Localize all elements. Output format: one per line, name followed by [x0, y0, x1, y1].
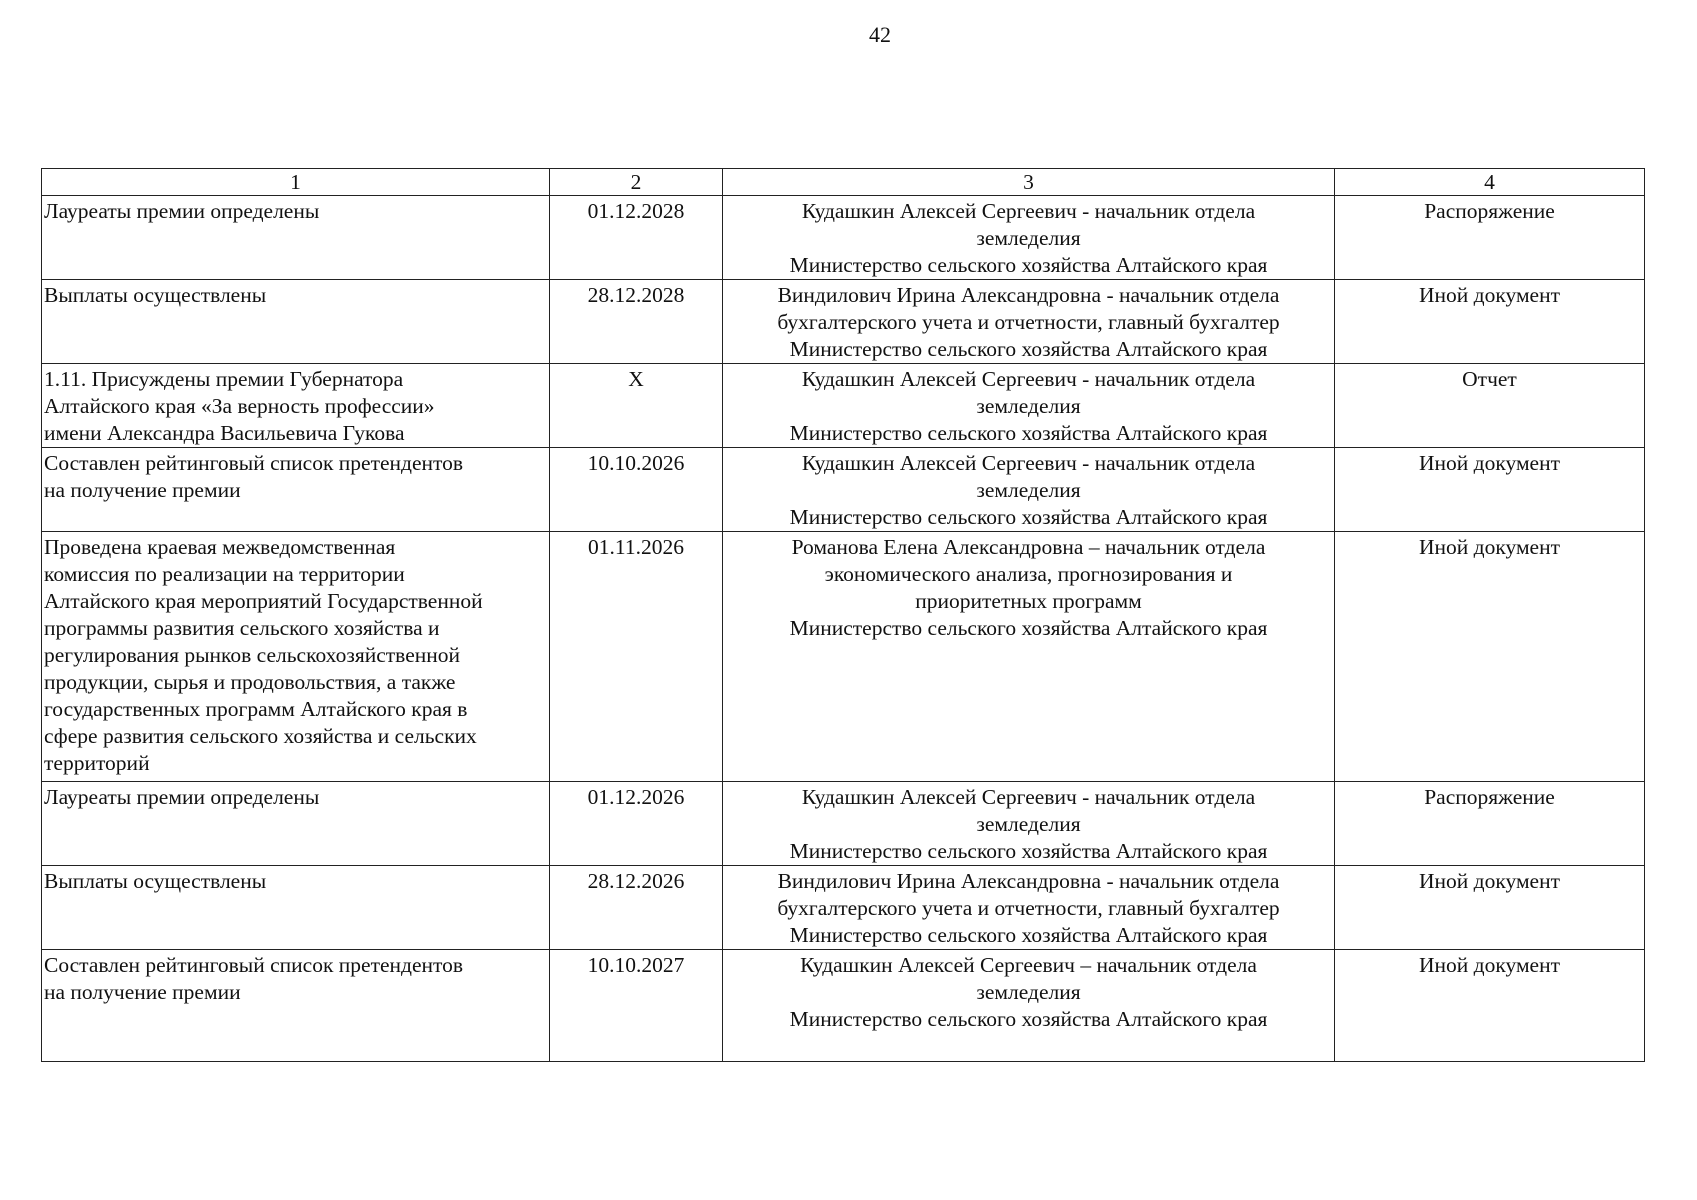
responsible-text-line: Министерство сельского хозяйства Алтайского края — [789, 616, 1268, 640]
document-type-cell: Иной документ — [1335, 448, 1645, 532]
responsible-text-line: земледелия — [976, 226, 1081, 250]
responsible-cell — [723, 532, 1335, 782]
event-text-line: комиссия по реализации на территории — [44, 562, 405, 586]
date-cell: 01.12.2026 — [550, 782, 723, 866]
event-text-line: Алтайского края мероприятий Государственной — [44, 589, 483, 613]
event-text-line: на получение премии — [44, 980, 241, 1004]
event-text-line: Лауреаты премии определены — [44, 785, 320, 809]
event-text-line: регулирования рынков сельскохозяйственной — [44, 643, 461, 667]
event-text-line: Алтайского края «За верность профессии» — [44, 394, 435, 418]
responsible-text-line: Кудашкин Алексей Сергеевич - начальник отдела — [801, 367, 1256, 391]
event-text-line: Составлен рейтинговый список претендентов — [44, 953, 464, 977]
event-cell — [42, 866, 550, 950]
responsible-text-line: Кудашкин Алексей Сергеевич - начальник отдела — [801, 785, 1256, 809]
responsible-text-line: Виндилович Ирина Александровна - начальник отдела — [777, 869, 1280, 893]
responsible-text-line: Министерство сельского хозяйства Алтайского края — [789, 253, 1268, 277]
event-text-line: Выплаты осуществлены — [44, 869, 267, 893]
date-cell: 10.10.2027 — [550, 950, 723, 1062]
table-row — [42, 364, 1645, 448]
column-header-3: 3 — [723, 169, 1335, 196]
responsible-text-line: приоритетных программ — [915, 589, 1142, 613]
column-header-2: 2 — [550, 169, 723, 196]
table-row — [42, 448, 1645, 532]
responsible-text-line: Министерство сельского хозяйства Алтайского края — [789, 923, 1268, 947]
column-header-4: 4 — [1335, 169, 1645, 196]
page-number: 42 — [869, 22, 891, 47]
event-cell — [42, 364, 550, 448]
date-cell: 28.12.2026 — [550, 866, 723, 950]
responsible-text-line: бухгалтерского учета и отчетности, главный бухгалтер — [777, 310, 1280, 334]
document-type-cell: Распоряжение — [1335, 782, 1645, 866]
document-type-cell: Отчет — [1335, 364, 1645, 448]
event-text-line: Проведена краевая межведомственная — [44, 535, 396, 559]
responsible-text-line: земледелия — [976, 394, 1081, 418]
table-body — [42, 196, 1645, 1062]
event-text-line: территорий — [44, 751, 150, 775]
responsible-text-line: Министерство сельского хозяйства Алтайского края — [789, 337, 1268, 361]
event-text-line: на получение премии — [44, 478, 241, 502]
event-text-line: 1.11. Присуждены премии Губернатора — [44, 367, 404, 391]
document-type-cell: Иной документ — [1335, 866, 1645, 950]
responsible-cell — [723, 782, 1335, 866]
events-table — [41, 168, 1645, 1062]
date-cell: 01.12.2028 — [550, 196, 723, 280]
event-text-line: Лауреаты премии определены — [44, 199, 320, 223]
table-header-row — [42, 169, 1645, 196]
document-type-cell: Иной документ — [1335, 532, 1645, 782]
document-type-cell: Иной документ — [1335, 950, 1645, 1062]
event-cell — [42, 196, 550, 280]
event-text-line: сфере развития сельского хозяйства и сельских — [44, 724, 477, 748]
table-row — [42, 280, 1645, 364]
event-text-line: Выплаты осуществлены — [44, 283, 267, 307]
event-text-line: Составлен рейтинговый список претендентов — [44, 451, 464, 475]
responsible-cell — [723, 448, 1335, 532]
responsible-text-line: Романова Елена Александровна – начальник отдела — [791, 535, 1266, 559]
responsible-text-line: Министерство сельского хозяйства Алтайского края — [789, 1007, 1268, 1031]
responsible-text-line: экономического анализа, прогнозирования и — [824, 562, 1233, 586]
event-cell — [42, 782, 550, 866]
document-type-cell: Распоряжение — [1335, 196, 1645, 280]
responsible-cell — [723, 866, 1335, 950]
responsible-text-line: земледелия — [976, 980, 1081, 1004]
responsible-cell — [723, 280, 1335, 364]
table-row — [42, 196, 1645, 280]
table-row — [42, 532, 1645, 782]
event-cell — [42, 280, 550, 364]
responsible-cell — [723, 196, 1335, 280]
event-text-line: продукции, сырья и продовольствия, а также — [44, 670, 456, 694]
date-cell: 01.11.2026 — [550, 532, 723, 782]
table-row — [42, 782, 1645, 866]
responsible-text-line: Кудашкин Алексей Сергеевич - начальник отдела — [801, 199, 1256, 223]
event-cell — [42, 950, 550, 1062]
event-text-line: государственных программ Алтайского края в — [44, 697, 468, 721]
date-cell: X — [550, 364, 723, 448]
responsible-text-line: Кудашкин Алексей Сергеевич - начальник отдела — [801, 451, 1256, 475]
responsible-text-line: бухгалтерского учета и отчетности, главный бухгалтер — [777, 896, 1280, 920]
event-text-line: имени Александра Васильевича Гукова — [44, 421, 405, 445]
responsible-text-line: Министерство сельского хозяйства Алтайского края — [789, 839, 1268, 863]
table-row — [42, 866, 1645, 950]
table-row — [42, 950, 1645, 1062]
responsible-cell — [723, 364, 1335, 448]
document-type-cell: Иной документ — [1335, 280, 1645, 364]
responsible-text-line: земледелия — [976, 478, 1081, 502]
date-cell: 28.12.2028 — [550, 280, 723, 364]
event-cell — [42, 532, 550, 782]
responsible-text-line: земледелия — [976, 812, 1081, 836]
column-header-1: 1 — [42, 169, 550, 196]
responsible-text-line: Кудашкин Алексей Сергеевич – начальник отдела — [800, 953, 1257, 977]
responsible-text-line: Министерство сельского хозяйства Алтайского края — [789, 421, 1268, 445]
responsible-text-line: Министерство сельского хозяйства Алтайского края — [789, 505, 1268, 529]
responsible-text-line: Виндилович Ирина Александровна - начальник отдела — [777, 283, 1280, 307]
event-text-line: программы развития сельского хозяйства и — [44, 616, 440, 640]
responsible-cell — [723, 950, 1335, 1062]
date-cell: 10.10.2026 — [550, 448, 723, 532]
event-cell — [42, 448, 550, 532]
